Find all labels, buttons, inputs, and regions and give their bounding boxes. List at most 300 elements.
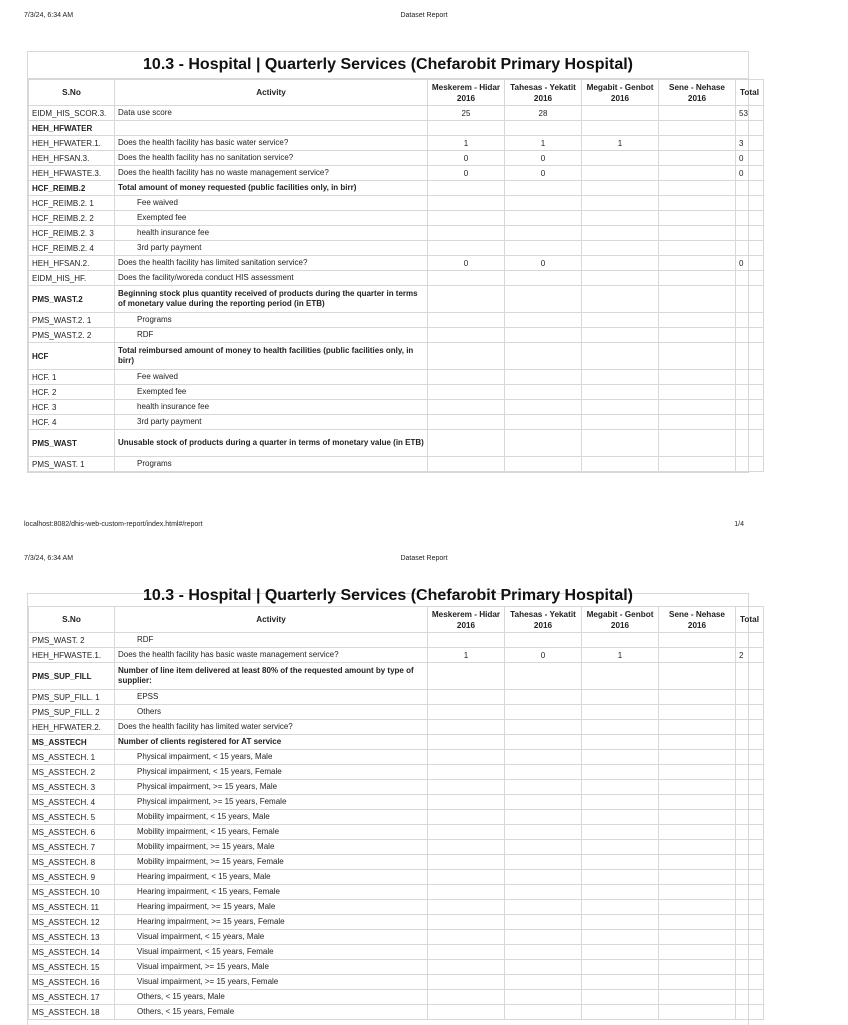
row-value-period-1: [428, 780, 505, 795]
row-activity: Others, < 15 years, Male: [115, 990, 428, 1005]
row-sno: MS_ASSTECH. 13: [29, 930, 115, 945]
table-row: [29, 430, 764, 457]
row-activity: [115, 121, 428, 136]
row-total: [736, 633, 764, 648]
table-row: [29, 121, 764, 136]
row-value-period-3: [582, 313, 659, 328]
row-sno: HEH_HFWASTE.1.: [29, 648, 115, 663]
row-total: [736, 720, 764, 735]
row-value-period-2: [505, 241, 582, 256]
row-value-period-2: 1: [505, 136, 582, 151]
row-value-period-3: [582, 633, 659, 648]
table-row: [29, 735, 764, 750]
row-value-period-3: [582, 705, 659, 720]
report-title-clipped: 10.3 - Hospital | Quarterly Services (Chefarobit Primary Hospital): [143, 587, 633, 604]
row-value-period-2: 0: [505, 256, 582, 271]
row-total: 2: [736, 648, 764, 663]
row-total: [736, 400, 764, 415]
row-value-period-1: [428, 415, 505, 430]
row-value-period-2: 0: [505, 151, 582, 166]
row-activity: Fee waived: [115, 370, 428, 385]
row-total: 53: [736, 106, 764, 121]
row-value-period-1: [428, 457, 505, 472]
row-activity: RDF: [115, 633, 428, 648]
row-value-period-4: [659, 780, 736, 795]
table-row: [29, 271, 764, 286]
row-value-period-3: [582, 900, 659, 915]
row-value-period-2: [505, 945, 582, 960]
page1-footer: [0, 521, 768, 533]
row-value-period-1: [428, 271, 505, 286]
row-activity: Does the health facility has limited sanitation service?: [115, 256, 428, 271]
row-value-period-2: [505, 810, 582, 825]
row-value-period-4: [659, 750, 736, 765]
row-value-period-1: [428, 765, 505, 780]
table-row: [29, 750, 764, 765]
row-sno: HEH_HFSAN.3.: [29, 151, 115, 166]
row-value-period-1: [428, 690, 505, 705]
row-value-period-4: [659, 385, 736, 400]
row-value-period-3: [582, 343, 659, 370]
table-row: [29, 915, 764, 930]
table-row: [29, 1005, 764, 1020]
row-value-period-2: [505, 430, 582, 457]
table-row: [29, 196, 764, 211]
row-value-period-2: [505, 313, 582, 328]
row-value-period-1: [428, 795, 505, 810]
table-row: [29, 415, 764, 430]
row-value-period-3: [582, 121, 659, 136]
row-sno: PMS_WAST.2: [29, 286, 115, 313]
row-value-period-3: [582, 840, 659, 855]
table-row: [29, 181, 764, 196]
table-row: [29, 945, 764, 960]
row-activity: Hearing impairment, >= 15 years, Male: [115, 900, 428, 915]
row-sno: MS_ASSTECH. 4: [29, 795, 115, 810]
row-value-period-1: [428, 990, 505, 1005]
row-value-period-3: [582, 256, 659, 271]
row-total: [736, 930, 764, 945]
row-total: [736, 885, 764, 900]
row-value-period-1: [428, 400, 505, 415]
row-value-period-1: [428, 121, 505, 136]
row-total: [736, 975, 764, 990]
row-value-period-1: [428, 930, 505, 945]
row-value-period-4: [659, 825, 736, 840]
row-activity: Others: [115, 705, 428, 720]
row-value-period-2: [505, 286, 582, 313]
table-row: [29, 870, 764, 885]
row-sno: HCF: [29, 343, 115, 370]
row-value-period-2: [505, 181, 582, 196]
row-value-period-1: [428, 810, 505, 825]
row-sno: EIDM_HIS_HF.: [29, 271, 115, 286]
row-total: 0: [736, 166, 764, 181]
row-value-period-3: [582, 975, 659, 990]
row-total: [736, 825, 764, 840]
row-value-period-1: [428, 915, 505, 930]
row-total: [736, 855, 764, 870]
col-header-sno: S.No: [29, 80, 115, 106]
col-header-period-3: Megabit - Genbot 2016: [582, 607, 659, 633]
row-activity: Data use score: [115, 106, 428, 121]
row-activity: health insurance fee: [115, 226, 428, 241]
table-row: [29, 720, 764, 735]
row-activity: Programs: [115, 313, 428, 328]
row-value-period-2: [505, 720, 582, 735]
row-total: [736, 750, 764, 765]
row-value-period-3: [582, 735, 659, 750]
row-activity: Mobility impairment, < 15 years, Male: [115, 810, 428, 825]
row-total: [736, 415, 764, 430]
row-activity: Total amount of money requested (public facilities only, in birr): [115, 181, 428, 196]
row-value-period-3: [582, 960, 659, 975]
table-row: [29, 166, 764, 181]
row-value-period-4: [659, 765, 736, 780]
row-value-period-3: [582, 690, 659, 705]
row-sno: PMS_SUP_FILL. 2: [29, 705, 115, 720]
row-value-period-2: [505, 870, 582, 885]
table-row: [29, 648, 764, 663]
row-value-period-2: [505, 885, 582, 900]
row-value-period-2: [505, 271, 582, 286]
row-activity: Exempted fee: [115, 211, 428, 226]
row-sno: MS_ASSTECH. 6: [29, 825, 115, 840]
row-sno: HEH_HFWATER.1.: [29, 136, 115, 151]
col-header-total: Total: [736, 80, 764, 106]
row-activity: 3rd party payment: [115, 415, 428, 430]
row-activity: Does the health facility has basic water service?: [115, 136, 428, 151]
print-timestamp: 7/3/24, 6:34 AM: [24, 555, 74, 562]
row-value-period-1: [428, 430, 505, 457]
row-value-period-4: [659, 343, 736, 370]
page1-header: [0, 12, 768, 26]
row-activity: Mobility impairment, >= 15 years, Female: [115, 855, 428, 870]
row-sno: MS_ASSTECH. 9: [29, 870, 115, 885]
table-row: [29, 106, 764, 121]
row-value-period-1: [428, 855, 505, 870]
row-value-period-4: [659, 930, 736, 945]
row-sno: MS_ASSTECH. 1: [29, 750, 115, 765]
row-value-period-2: [505, 400, 582, 415]
col-header-total: Total: [736, 607, 764, 633]
report-table: [28, 79, 764, 472]
col-header-period-2: Tahesas - Yekatit 2016: [505, 80, 582, 106]
row-value-period-2: [505, 855, 582, 870]
table-header-row: [29, 607, 764, 633]
row-value-period-1: 1: [428, 136, 505, 151]
row-activity: Does the health facility has basic waste management service?: [115, 648, 428, 663]
col-header-period-1: Meskerem - Hidar 2016: [428, 80, 505, 106]
row-value-period-1: [428, 840, 505, 855]
row-value-period-2: 0: [505, 166, 582, 181]
row-value-period-1: [428, 885, 505, 900]
row-value-period-1: [428, 328, 505, 343]
row-value-period-4: [659, 313, 736, 328]
row-value-period-1: [428, 343, 505, 370]
row-value-period-2: [505, 121, 582, 136]
row-value-period-2: [505, 825, 582, 840]
row-sno: PMS_WAST.2. 1: [29, 313, 115, 328]
row-activity: Physical impairment, < 15 years, Female: [115, 765, 428, 780]
row-value-period-4: [659, 370, 736, 385]
row-value-period-4: [659, 181, 736, 196]
row-sno: MS_ASSTECH. 2: [29, 765, 115, 780]
row-value-period-3: [582, 286, 659, 313]
row-value-period-2: [505, 795, 582, 810]
row-value-period-1: 25: [428, 106, 505, 121]
footer-url: localhost:8082/dhis-web-custom-report/index.html#/report: [24, 521, 203, 528]
row-activity: RDF: [115, 328, 428, 343]
row-value-period-4: [659, 720, 736, 735]
row-value-period-3: [582, 400, 659, 415]
row-value-period-1: [428, 975, 505, 990]
row-total: [736, 181, 764, 196]
row-value-period-3: [582, 885, 659, 900]
col-header-activity: Activity: [115, 80, 428, 106]
row-total: [736, 900, 764, 915]
row-value-period-2: [505, 765, 582, 780]
row-activity: Mobility impairment, < 15 years, Female: [115, 825, 428, 840]
table-row: [29, 136, 764, 151]
row-value-period-2: [505, 705, 582, 720]
row-sno: EIDM_HIS_SCOR.3.: [29, 106, 115, 121]
row-activity: Fee waived: [115, 196, 428, 211]
table-row: [29, 765, 764, 780]
row-value-period-1: [428, 385, 505, 400]
row-value-period-3: [582, 810, 659, 825]
table-row: [29, 960, 764, 975]
row-activity: Does the facility/woreda conduct HIS assessment: [115, 271, 428, 286]
row-value-period-1: [428, 196, 505, 211]
row-value-period-4: [659, 106, 736, 121]
table-row: [29, 990, 764, 1005]
row-sno: HEH_HFWATER: [29, 121, 115, 136]
row-sno: MS_ASSTECH. 8: [29, 855, 115, 870]
table-row: [29, 795, 764, 810]
row-activity: Visual impairment, >= 15 years, Male: [115, 960, 428, 975]
row-value-period-4: [659, 855, 736, 870]
row-value-period-4: [659, 256, 736, 271]
row-value-period-1: [428, 870, 505, 885]
row-value-period-2: [505, 226, 582, 241]
row-activity: Total reimbursed amount of money to health facilities (public facilities only, in birr): [115, 343, 428, 370]
row-value-period-3: [582, 945, 659, 960]
row-total: [736, 196, 764, 211]
col-header-period-1: Meskerem - Hidar 2016: [428, 607, 505, 633]
row-activity: Hearing impairment, >= 15 years, Female: [115, 915, 428, 930]
table-row: [29, 825, 764, 840]
row-value-period-3: [582, 765, 659, 780]
row-value-period-4: [659, 648, 736, 663]
row-total: [736, 226, 764, 241]
row-sno: MS_ASSTECH. 14: [29, 945, 115, 960]
row-value-period-1: [428, 286, 505, 313]
row-value-period-3: 1: [582, 648, 659, 663]
row-activity: Beginning stock plus quantity received of products during the quarter in terms of monetary value during the reporting period (in ETB): [115, 286, 428, 313]
row-total: [736, 810, 764, 825]
row-value-period-2: [505, 780, 582, 795]
row-value-period-2: [505, 735, 582, 750]
row-value-period-3: [582, 457, 659, 472]
table-row: [29, 343, 764, 370]
row-sno: HCF_REIMB.2: [29, 181, 115, 196]
row-value-period-3: [582, 915, 659, 930]
row-sno: HCF_REIMB.2. 4: [29, 241, 115, 256]
row-value-period-3: [582, 1005, 659, 1020]
row-value-period-1: [428, 633, 505, 648]
row-value-period-1: [428, 181, 505, 196]
row-sno: HCF_REIMB.2. 3: [29, 226, 115, 241]
table-row: [29, 457, 764, 472]
col-header-activity: Activity: [115, 607, 428, 633]
row-value-period-3: [582, 855, 659, 870]
row-value-period-3: [582, 328, 659, 343]
row-activity: Unusable stock of products during a quarter in terms of monetary value (in ETB): [115, 430, 428, 457]
row-value-period-2: [505, 960, 582, 975]
row-value-period-1: [428, 1005, 505, 1020]
page2-header: [0, 555, 768, 569]
row-total: [736, 915, 764, 930]
row-value-period-4: [659, 870, 736, 885]
row-activity: health insurance fee: [115, 400, 428, 415]
row-value-period-4: [659, 960, 736, 975]
row-value-period-3: [582, 795, 659, 810]
row-value-period-2: [505, 328, 582, 343]
row-total: [736, 705, 764, 720]
row-sno: MS_ASSTECH. 16: [29, 975, 115, 990]
table-row: [29, 241, 764, 256]
row-value-period-2: 28: [505, 106, 582, 121]
row-sno: HCF. 2: [29, 385, 115, 400]
row-total: [736, 328, 764, 343]
row-activity: EPSS: [115, 690, 428, 705]
row-value-period-1: 0: [428, 256, 505, 271]
row-value-period-3: [582, 151, 659, 166]
row-total: [736, 370, 764, 385]
row-activity: Hearing impairment, < 15 years, Male: [115, 870, 428, 885]
table-row: [29, 705, 764, 720]
row-value-period-1: [428, 241, 505, 256]
col-header-period-4: Sene - Nehase 2016: [659, 607, 736, 633]
row-value-period-2: [505, 750, 582, 765]
row-total: [736, 286, 764, 313]
row-sno: MS_ASSTECH. 3: [29, 780, 115, 795]
row-value-period-1: 0: [428, 151, 505, 166]
row-value-period-2: [505, 930, 582, 945]
row-activity: Does the health facility has no sanitation service?: [115, 151, 428, 166]
table-body: [29, 106, 764, 472]
row-value-period-4: [659, 945, 736, 960]
row-sno: MS_ASSTECH: [29, 735, 115, 750]
table-row: [29, 975, 764, 990]
row-value-period-3: [582, 241, 659, 256]
table-row: [29, 313, 764, 328]
report-table: [28, 606, 764, 1020]
row-value-period-4: [659, 663, 736, 690]
row-activity: Does the health facility has limited water service?: [115, 720, 428, 735]
table-row: [29, 151, 764, 166]
report-page-1: [27, 51, 759, 473]
row-value-period-1: [428, 825, 505, 840]
row-sno: HEH_HFWATER.2.: [29, 720, 115, 735]
report-page-2: [27, 587, 759, 1025]
row-value-period-2: [505, 840, 582, 855]
row-activity: Others, < 15 years, Female: [115, 1005, 428, 1020]
row-value-period-3: 1: [582, 136, 659, 151]
table-row: [29, 256, 764, 271]
table-row: [29, 780, 764, 795]
row-sno: MS_ASSTECH. 15: [29, 960, 115, 975]
row-value-period-3: [582, 211, 659, 226]
row-value-period-3: [582, 663, 659, 690]
table-row: [29, 663, 764, 690]
row-total: 0: [736, 151, 764, 166]
row-sno: MS_ASSTECH. 10: [29, 885, 115, 900]
row-sno: HEH_HFSAN.2.: [29, 256, 115, 271]
row-activity: Visual impairment, < 15 years, Female: [115, 945, 428, 960]
table-row: [29, 385, 764, 400]
row-activity: 3rd party payment: [115, 241, 428, 256]
row-total: [736, 343, 764, 370]
row-value-period-4: [659, 810, 736, 825]
row-value-period-4: [659, 990, 736, 1005]
row-value-period-3: [582, 271, 659, 286]
row-value-period-3: [582, 385, 659, 400]
table-row: [29, 328, 764, 343]
row-value-period-3: [582, 166, 659, 181]
row-value-period-4: [659, 633, 736, 648]
col-header-period-2: Tahesas - Yekatit 2016: [505, 607, 582, 633]
row-value-period-3: [582, 825, 659, 840]
row-value-period-4: [659, 400, 736, 415]
row-sno: MS_ASSTECH. 12: [29, 915, 115, 930]
row-value-period-2: [505, 975, 582, 990]
row-value-period-4: [659, 196, 736, 211]
row-sno: PMS_SUP_FILL. 1: [29, 690, 115, 705]
row-value-period-1: [428, 960, 505, 975]
row-total: [736, 663, 764, 690]
row-value-period-3: [582, 226, 659, 241]
row-total: [736, 795, 764, 810]
row-activity: Visual impairment, < 15 years, Male: [115, 930, 428, 945]
row-value-period-4: [659, 690, 736, 705]
row-total: [736, 211, 764, 226]
row-sno: PMS_WAST: [29, 430, 115, 457]
row-value-period-4: [659, 795, 736, 810]
row-total: 3: [736, 136, 764, 151]
row-activity: Exempted fee: [115, 385, 428, 400]
row-value-period-3: [582, 196, 659, 211]
row-total: [736, 765, 764, 780]
row-sno: HCF. 4: [29, 415, 115, 430]
row-total: [736, 945, 764, 960]
row-value-period-1: [428, 945, 505, 960]
row-activity: Hearing impairment, < 15 years, Female: [115, 885, 428, 900]
row-sno: PMS_WAST. 2: [29, 633, 115, 648]
row-total: [736, 385, 764, 400]
row-value-period-3: [582, 415, 659, 430]
row-sno: PMS_WAST.2. 2: [29, 328, 115, 343]
row-total: [736, 870, 764, 885]
row-sno: MS_ASSTECH. 5: [29, 810, 115, 825]
row-value-period-2: [505, 1005, 582, 1020]
row-total: [736, 840, 764, 855]
row-sno: MS_ASSTECH. 18: [29, 1005, 115, 1020]
row-value-period-4: [659, 915, 736, 930]
table-row: [29, 840, 764, 855]
row-value-period-1: [428, 313, 505, 328]
